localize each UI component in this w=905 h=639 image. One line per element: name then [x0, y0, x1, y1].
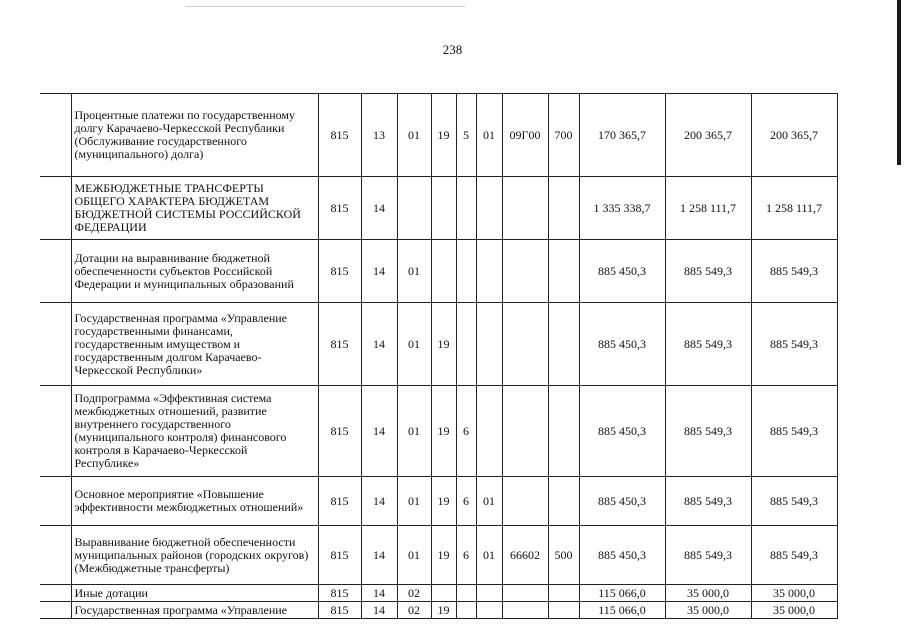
amount-year-3: 1 258 111,7 — [751, 177, 837, 240]
table-row — [40, 240, 837, 303]
subprogram-code: 6 — [456, 477, 476, 526]
amount-year-3: 885 549,3 — [751, 386, 837, 477]
amount-year-2: 885 549,3 — [665, 477, 751, 526]
table-row — [40, 386, 837, 477]
item-name: МЕЖБЮДЖЕТНЫЕ ТРАНСФЕРТЫ ОБЩЕГО ХАРАКТЕРА БЮДЖЕТАМ БЮДЖЕТНОЙ СИСТЕМЫ РОССИЙСКОЙ ФЕДЕРАЦИИ — [71, 177, 318, 240]
subprogram-code — [456, 585, 476, 602]
expense-type-code — [548, 386, 579, 477]
amount-year-2: 200 365,7 — [665, 94, 751, 177]
scan-artifact — [185, 6, 465, 7]
expense-type-code: 500 — [548, 526, 579, 585]
amount-year-2: 35 000,0 — [665, 585, 751, 602]
subsection-code: 02 — [397, 602, 431, 619]
page-number: 238 — [442, 42, 463, 57]
item-name: Основное мероприятие «Повышение эффективности межбюджетных отношений» — [71, 477, 318, 526]
direction-code — [502, 602, 548, 619]
amount-year-2: 35 000,0 — [665, 602, 751, 619]
subsection-code: 01 — [397, 477, 431, 526]
ved-code: 815 — [318, 177, 361, 240]
program-code — [431, 240, 456, 303]
subprogram-code — [456, 177, 476, 240]
amount-year-2: 885 549,3 — [665, 526, 751, 585]
program-code: 19 — [431, 386, 456, 477]
program-code — [431, 585, 456, 602]
event-code — [476, 602, 502, 619]
event-code — [476, 177, 502, 240]
event-code: 01 — [476, 94, 502, 177]
amount-year-3: 35 000,0 — [751, 602, 837, 619]
subprogram-code: 5 — [456, 94, 476, 177]
expense-type-code — [548, 585, 579, 602]
amount-year-3: 200 365,7 — [751, 94, 837, 177]
scan-edge-mark — [897, 0, 901, 165]
table-row — [40, 585, 837, 602]
expense-type-code — [548, 477, 579, 526]
expense-type-code: 700 — [548, 94, 579, 177]
program-code: 19 — [431, 602, 456, 619]
event-code — [476, 386, 502, 477]
direction-code — [502, 177, 548, 240]
row-index-cell — [40, 477, 71, 526]
row-index-cell — [40, 526, 71, 585]
table-row — [40, 477, 837, 526]
row-index-cell — [40, 602, 71, 619]
program-code: 19 — [431, 526, 456, 585]
subsection-code: 02 — [397, 585, 431, 602]
section-code: 14 — [361, 602, 397, 619]
event-code — [476, 303, 502, 386]
table-row — [40, 602, 837, 619]
program-code: 19 — [431, 94, 456, 177]
direction-code — [502, 477, 548, 526]
amount-year-3: 885 549,3 — [751, 526, 837, 585]
item-name: Процентные платежи по государственному долгу Карачаево-Черкесской Республики (Обслуживание государственного (муниципального) долга) — [71, 94, 318, 177]
item-name: Государственная программа «Управление государственными финансами, государственным имуществом и государственным долгом Карачаево-Черкесской Республики» — [71, 303, 318, 386]
subsection-code — [397, 177, 431, 240]
ved-code: 815 — [318, 303, 361, 386]
amount-year-1: 885 450,3 — [579, 477, 665, 526]
item-name: Государственная программа «Управление — [71, 602, 318, 619]
row-index-cell — [40, 386, 71, 477]
table-row — [40, 526, 837, 585]
subsection-code: 01 — [397, 303, 431, 386]
amount-year-3: 35 000,0 — [751, 585, 837, 602]
amount-year-1: 170 365,7 — [579, 94, 665, 177]
subsection-code: 01 — [397, 94, 431, 177]
subsection-code: 01 — [397, 526, 431, 585]
program-code: 19 — [431, 303, 456, 386]
program-code: 19 — [431, 477, 456, 526]
ved-code: 815 — [318, 477, 361, 526]
amount-year-1: 885 450,3 — [579, 386, 665, 477]
subsection-code: 01 — [397, 240, 431, 303]
expense-type-code — [548, 303, 579, 386]
section-code: 13 — [361, 94, 397, 177]
amount-year-2: 885 549,3 — [665, 386, 751, 477]
item-name: Выравнивание бюджетной обеспеченности муниципальных районов (городских округов) (Межбюджетные трансферты) — [71, 526, 318, 585]
amount-year-1: 1 335 338,7 — [579, 177, 665, 240]
section-code: 14 — [361, 526, 397, 585]
amount-year-2: 885 549,3 — [665, 240, 751, 303]
subprogram-code — [456, 240, 476, 303]
amount-year-1: 115 066,0 — [579, 585, 665, 602]
event-code — [476, 240, 502, 303]
amount-year-1: 115 066,0 — [579, 602, 665, 619]
direction-code — [502, 585, 548, 602]
direction-code: 09Г00 — [502, 94, 548, 177]
amount-year-2: 885 549,3 — [665, 303, 751, 386]
amount-year-1: 885 450,3 — [579, 303, 665, 386]
ved-code: 815 — [318, 526, 361, 585]
row-index-cell — [40, 94, 71, 177]
row-index-cell — [40, 240, 71, 303]
amount-year-3: 885 549,3 — [751, 477, 837, 526]
expense-type-code — [548, 602, 579, 619]
event-code: 01 — [476, 526, 502, 585]
expense-type-code — [548, 177, 579, 240]
subprogram-code — [456, 602, 476, 619]
row-index-cell — [40, 585, 71, 602]
direction-code — [502, 386, 548, 477]
section-code: 14 — [361, 386, 397, 477]
item-name: Дотации на выравнивание бюджетной обеспеченности субъектов Российской Федерации и муниципальных образований — [71, 240, 318, 303]
subprogram-code — [456, 303, 476, 386]
amount-year-3: 885 549,3 — [751, 240, 837, 303]
row-index-cell — [40, 303, 71, 386]
ved-code: 815 — [318, 94, 361, 177]
table-row — [40, 94, 837, 177]
direction-code — [502, 303, 548, 386]
expense-type-code — [548, 240, 579, 303]
amount-year-1: 885 450,3 — [579, 526, 665, 585]
item-name: Подпрограмма «Эффективная система межбюджетных отношений, развитие внутреннего государственного (муниципального контроля) финансового контроля в Карачаево-Черкесской Республике» — [71, 386, 318, 477]
subprogram-code: 6 — [456, 526, 476, 585]
ved-code: 815 — [318, 602, 361, 619]
subprogram-code: 6 — [456, 386, 476, 477]
row-index-cell — [40, 177, 71, 240]
section-code: 14 — [361, 585, 397, 602]
table-row — [40, 303, 837, 386]
section-code: 14 — [361, 240, 397, 303]
table-row — [40, 177, 837, 240]
amount-year-2: 1 258 111,7 — [665, 177, 751, 240]
amount-year-3: 885 549,3 — [751, 303, 837, 386]
ved-code: 815 — [318, 585, 361, 602]
section-code: 14 — [361, 477, 397, 526]
amount-year-1: 885 450,3 — [579, 240, 665, 303]
ved-code: 815 — [318, 240, 361, 303]
direction-code: 66602 — [502, 526, 548, 585]
subsection-code: 01 — [397, 386, 431, 477]
direction-code — [502, 240, 548, 303]
section-code: 14 — [361, 303, 397, 386]
program-code — [431, 177, 456, 240]
item-name: Иные дотации — [71, 585, 318, 602]
budget-table — [40, 93, 838, 619]
event-code — [476, 585, 502, 602]
ved-code: 815 — [318, 386, 361, 477]
event-code: 01 — [476, 477, 502, 526]
section-code: 14 — [361, 177, 397, 240]
